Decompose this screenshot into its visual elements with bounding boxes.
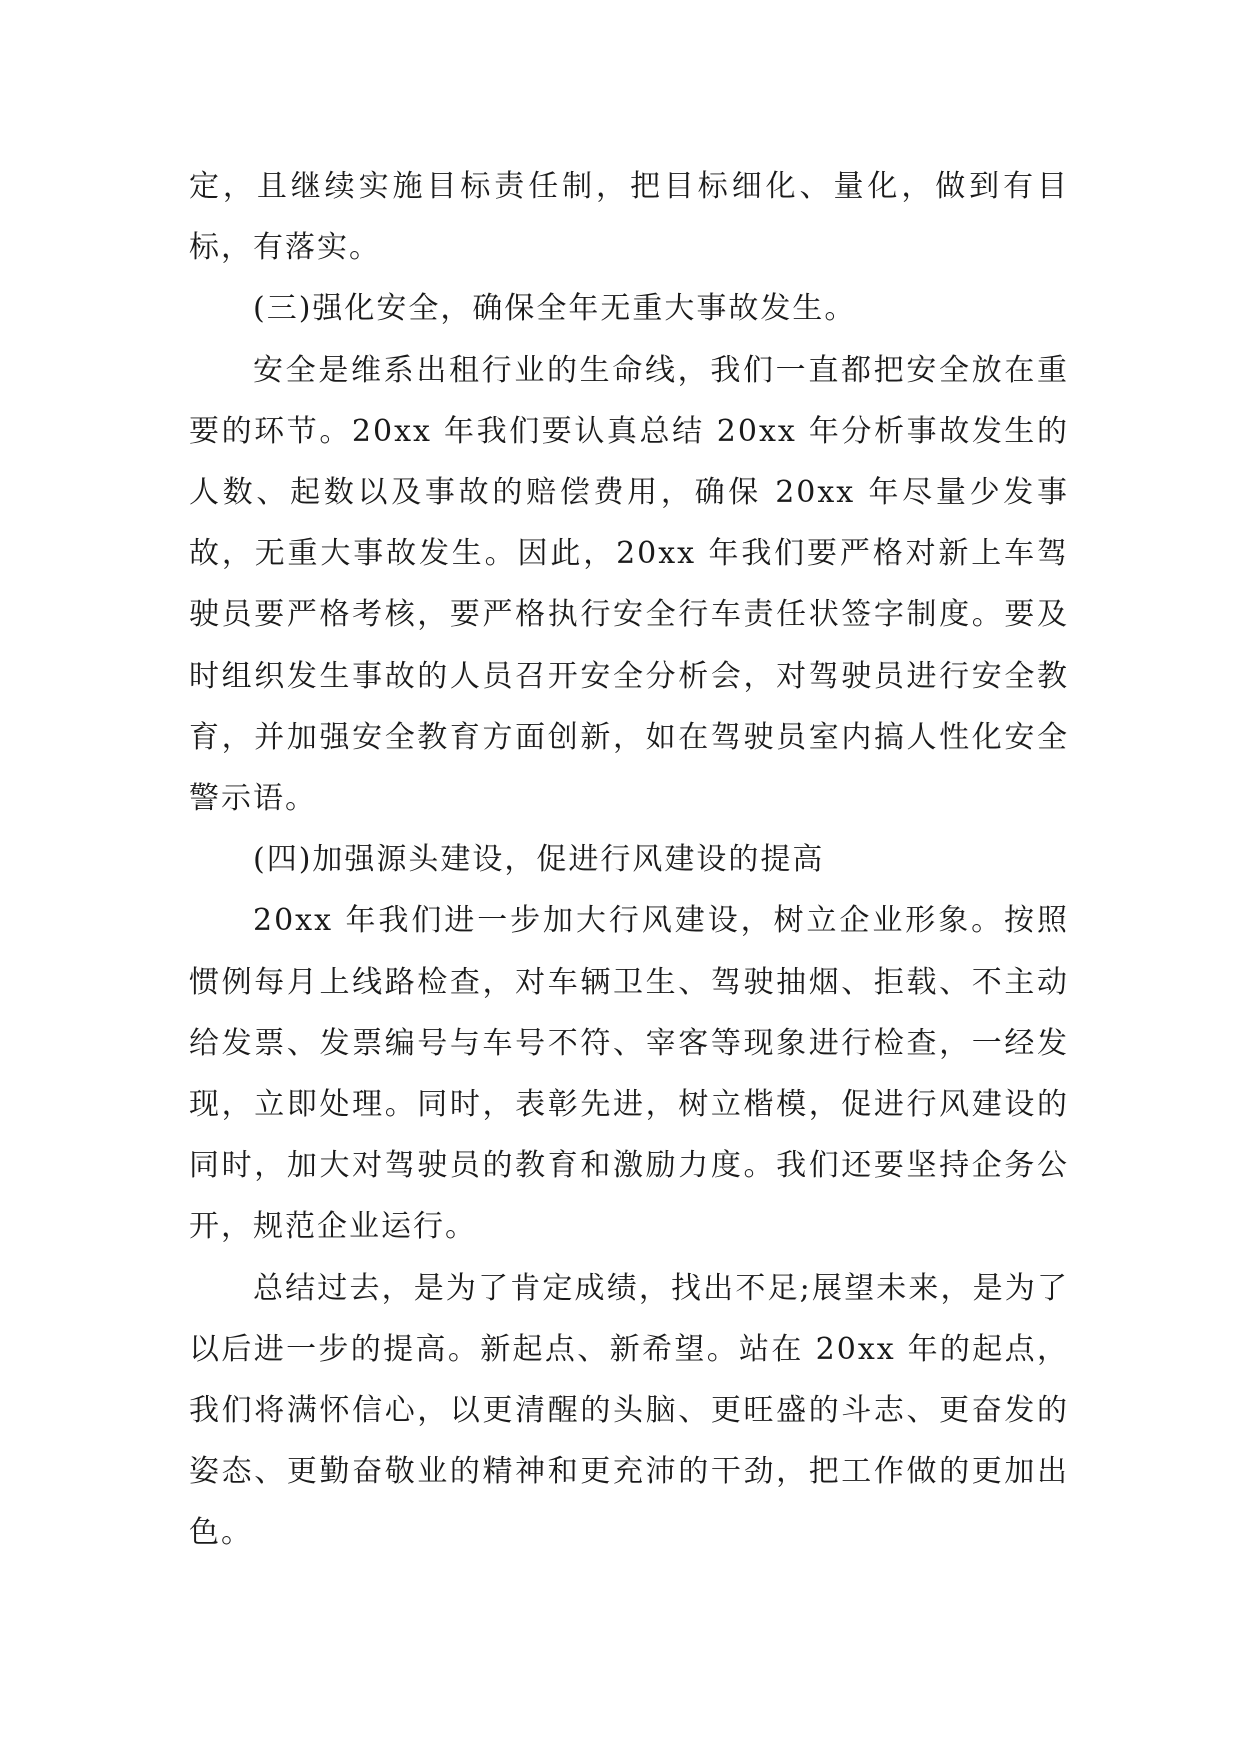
paragraph-safety: 安全是维系出租行业的生命线，我们一直都把安全放在重要的环节。20xx 年我们要认真总结 20xx 年分析事故发生的人数、起数以及事故的赔偿费用，确保 20xx 年尽量少发事故，无重大事故发生。因此，20xx 年我们要严格对新上车驾驶员要严格考核，要严格执行安全行车责任状签字制度。要及时组织发生事故的人员召开安全分析会，对驾驶员进行安全教育，并加强安全教育方面创新，如在驾驶员室内搞人性化安全警示语。 xyxy=(189,352,1069,817)
paragraph-conduct: 20xx 年我们进一步加大行风建设，树立企业形象。按照惯例每月上线路检查，对车辆卫生、驾驶抽烟、拒载、不主动给发票、发票编号与车号不符、宰客等现象进行检查，一经发现，立即处理。同时，表彰先进，树立楷模，促进行风建设的同时，加大对驾驶员的教育和激励力度。我们还要坚持企务公开，规范企业运行。 xyxy=(189,903,1069,1245)
document-body xyxy=(189,156,1069,1564)
section-heading-4: (四)加强源头建设，促进行风建设的提高 xyxy=(253,842,825,878)
paragraph-continuation: 定，且继续实施目标责任制，把目标细化、量化，做到有目标，有落实。 xyxy=(189,169,1069,266)
paragraph-conclusion: 总结过去，是为了肯定成绩，找出不足;展望未来，是为了以后进一步的提高。新起点、新希望。站在 20xx 年的起点，我们将满怀信心，以更清醒的头脑、更旺盛的斗志、更奋发的姿态、更勤奋敬业的精神和更充沛的干劲，把工作做的更加出色。 xyxy=(189,1270,1069,1551)
section-heading-3: (三)强化安全，确保全年无重大事故发生。 xyxy=(253,291,857,327)
